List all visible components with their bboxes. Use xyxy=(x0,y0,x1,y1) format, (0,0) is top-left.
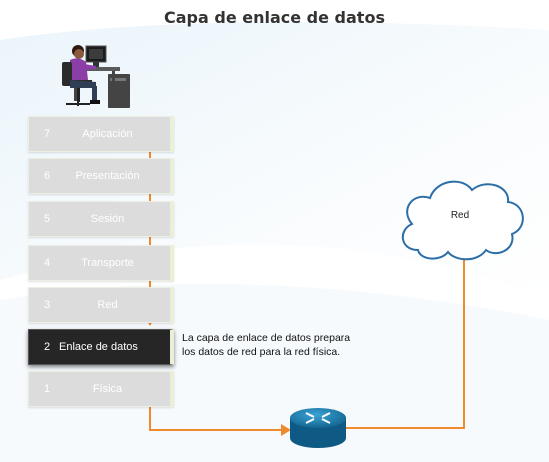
description-line: los datos de red para la red física. xyxy=(182,346,341,358)
layer-label: Aplicación xyxy=(82,128,133,140)
layer-number: 4 xyxy=(44,257,51,269)
layer-3-network xyxy=(28,287,174,323)
layer-number: 6 xyxy=(44,170,51,182)
layer-5-session xyxy=(28,201,174,237)
layer-label: Sesión xyxy=(90,213,125,225)
layer-6-presentation xyxy=(28,158,174,194)
network-cloud-label: Red xyxy=(450,210,470,221)
layer-1-physical xyxy=(28,371,174,407)
layer-number: 5 xyxy=(44,213,51,225)
layer-label: Enlace de datos xyxy=(59,341,138,353)
layer-description xyxy=(182,331,382,359)
layer-label: Física xyxy=(92,383,123,395)
description-line: La capa de enlace de datos prepara xyxy=(182,332,351,344)
layer-label: Presentación xyxy=(75,170,140,182)
layer-2-data-link xyxy=(28,329,174,365)
layer-number: 1 xyxy=(44,383,51,395)
page-title: Capa de enlace de datos xyxy=(164,8,385,27)
layer-7-application xyxy=(28,116,174,152)
layer-label: Red xyxy=(97,299,118,311)
layer-4-transport xyxy=(28,245,174,281)
layer-number: 7 xyxy=(44,128,51,140)
layer-number: 2 xyxy=(44,341,51,353)
layer-number: 3 xyxy=(44,299,51,311)
layer-label: Transporte xyxy=(81,257,134,269)
router-icon xyxy=(290,408,346,448)
